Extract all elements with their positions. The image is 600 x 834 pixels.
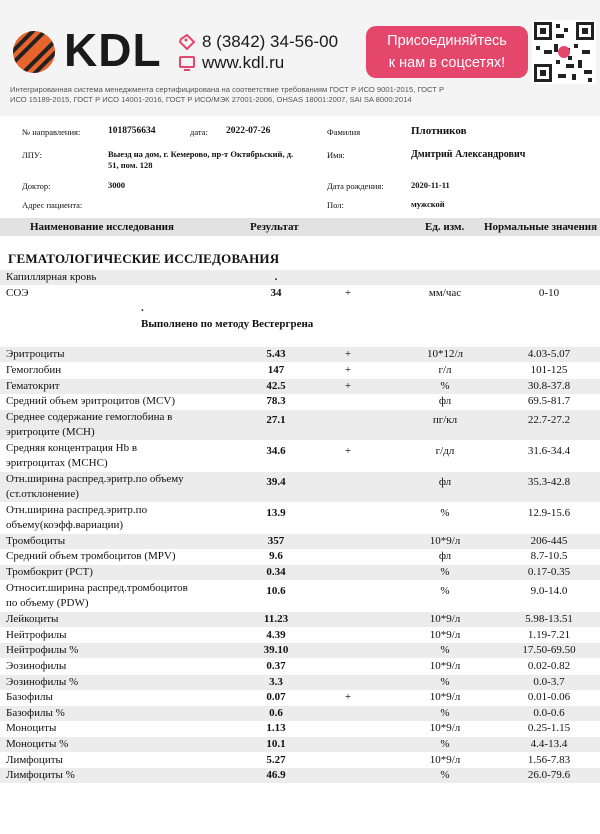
test-result: 10.1 xyxy=(266,738,286,750)
test-result: 34 xyxy=(270,287,282,299)
test-name: Средняя концентрация Hb в xyxy=(6,442,138,454)
table-row xyxy=(0,503,600,533)
table-row xyxy=(0,394,600,409)
test-norm: 9.0-14.0 xyxy=(530,585,568,597)
test-result: 3.3 xyxy=(269,676,283,688)
test-result: 4.39 xyxy=(266,629,286,641)
phone-tag-icon xyxy=(178,33,196,51)
date-label: дата: xyxy=(190,127,208,137)
qr-code-icon[interactable] xyxy=(532,20,596,84)
social-line-1: Присоединяйтесь xyxy=(387,33,507,49)
test-norm: 69.5-81.7 xyxy=(527,395,571,407)
test-unit: % xyxy=(440,644,450,656)
phone-number: 8 (3842) 34-56-00 xyxy=(202,32,339,51)
test-name-cont: эритроците (MCH) xyxy=(6,426,95,438)
monitor-icon xyxy=(178,54,196,72)
test-unit: % xyxy=(440,707,450,719)
test-unit: пг/кл xyxy=(432,414,458,426)
table-row xyxy=(0,565,600,580)
address-label: Адрес пациента: xyxy=(22,200,83,210)
test-norm: 0.02-0.82 xyxy=(527,660,571,672)
test-result: 11.23 xyxy=(263,613,289,625)
col-unit-header: Ед. изм. xyxy=(425,221,465,233)
test-unit: 10*9/л xyxy=(429,629,461,641)
test-unit: % xyxy=(440,676,450,688)
abnormal-flag: + xyxy=(344,380,352,392)
test-norm: 0.0-3.7 xyxy=(533,676,565,688)
table-row xyxy=(0,706,600,721)
table-row xyxy=(0,441,600,471)
table-row xyxy=(0,363,600,378)
table-row xyxy=(0,270,600,285)
test-result: 39.10 xyxy=(263,644,289,656)
test-norm: 26.0-79.6 xyxy=(527,769,571,781)
test-result: 5.27 xyxy=(266,754,286,766)
section-title: ГЕМАТОЛОГИЧЕСКИЕ ИССЛЕДОВАНИЯ xyxy=(8,251,280,266)
test-norm: 0.25-1.15 xyxy=(527,722,571,734)
sex-label: Пол: xyxy=(327,200,344,210)
test-unit: 10*9/л xyxy=(429,691,461,703)
name-value: Дмитрий Александрович xyxy=(411,149,526,160)
test-name: Лимфоциты xyxy=(6,754,63,766)
test-result: 9.6 xyxy=(269,550,283,562)
test-norm: 0.17-0.35 xyxy=(527,566,571,578)
test-name: Относит.ширина распред.тромбоцитов xyxy=(6,582,188,594)
table-row xyxy=(0,768,600,783)
results-table-header xyxy=(0,218,600,236)
order-value: 1018756634 xyxy=(108,126,156,136)
test-result: 42.5 xyxy=(266,380,286,392)
test-name: Тромбокрит (PCT) xyxy=(6,566,93,578)
website-contact[interactable] xyxy=(178,53,284,73)
table-row xyxy=(0,721,600,736)
test-result: 5.43 xyxy=(266,348,286,360)
test-name-cont: эритроцитах (MCHC) xyxy=(6,457,108,469)
test-result: 357 xyxy=(267,535,285,547)
col-name-header: Наименование исследования xyxy=(30,221,174,233)
test-result: 147 xyxy=(267,364,285,376)
surname-label: Фамилия xyxy=(327,127,361,137)
test-name: Нейтрофилы xyxy=(6,629,67,641)
test-norm: 4.03-5.07 xyxy=(527,348,571,360)
test-name: Базофилы % xyxy=(6,707,65,719)
test-norm: 1.56-7.83 xyxy=(527,754,571,766)
test-result: 0.6 xyxy=(269,707,283,719)
test-unit: % xyxy=(440,380,450,392)
date-value: 2022-07-26 xyxy=(226,126,271,136)
col-result-header: Результат xyxy=(250,221,299,233)
test-name-cont: (ст.отклонение) xyxy=(6,488,79,500)
table-row xyxy=(0,737,600,752)
test-name: Отн.ширина распред.эритр.по xyxy=(6,504,148,516)
test-name: Лейкоциты xyxy=(6,613,59,625)
lab-header xyxy=(0,0,600,116)
test-result: 13.9 xyxy=(266,507,286,519)
website-url: www.kdl.ru xyxy=(202,53,285,72)
kdl-logo-icon xyxy=(12,30,56,74)
test-result: 78.3 xyxy=(266,395,286,407)
test-unit: 10*9/л xyxy=(429,722,461,734)
sex-value: мужской xyxy=(411,199,445,209)
col-norm-header: Нормальные значения xyxy=(484,221,598,233)
abnormal-flag: + xyxy=(344,364,352,376)
test-name: Лимфоциты % xyxy=(6,769,75,781)
table-row xyxy=(0,690,600,705)
test-norm: 206-445 xyxy=(530,535,568,547)
test-unit: г/дл xyxy=(435,445,455,457)
test-unit: г/л xyxy=(438,364,452,376)
test-norm: 1.19-7.21 xyxy=(527,629,571,641)
test-name: Средний объем эритроцитов (MCV) xyxy=(6,395,176,407)
test-unit: % xyxy=(440,566,450,578)
test-result: 0.34 xyxy=(266,566,286,578)
table-row xyxy=(0,581,600,611)
test-norm: 22.7-27.2 xyxy=(527,414,571,426)
test-unit: 10*9/л xyxy=(429,535,461,547)
abnormal-flag: + xyxy=(344,691,352,703)
test-norm: 31.6-34.4 xyxy=(527,445,571,457)
test-unit: % xyxy=(440,507,450,519)
test-norm: 101-125 xyxy=(530,364,568,376)
test-unit: фл xyxy=(438,476,452,488)
lpu-label: ЛПУ: xyxy=(22,150,42,160)
esr-note-dot: . xyxy=(141,302,144,314)
test-norm: 0.0-0.6 xyxy=(533,707,565,719)
abnormal-flag: + xyxy=(344,287,352,299)
cert-line-1: Интегрированная система менеджмента сертифицирована на соответствие требованиям ГОСТ Р ИСО 9001-2015, ГОСТ Р xyxy=(10,85,445,94)
test-norm: 17.50-69.50 xyxy=(522,644,576,656)
test-norm: 0.01-0.06 xyxy=(527,691,571,703)
test-name: Эритроциты xyxy=(6,348,65,360)
test-name: Нейтрофилы % xyxy=(6,644,79,656)
test-norm: 0-10 xyxy=(538,287,560,299)
table-row xyxy=(0,472,600,502)
lpu-line-1: Выезд на дом, г. Кемерово, пр-т Октябрьский, д. xyxy=(108,149,294,159)
abnormal-flag: + xyxy=(344,348,352,360)
abnormal-flag: + xyxy=(344,445,352,457)
table-row xyxy=(0,549,600,564)
test-unit: 10*12/л xyxy=(426,348,464,360)
test-name: Моноциты % xyxy=(6,738,69,750)
test-name: Моноциты xyxy=(6,722,57,734)
table-row xyxy=(0,753,600,768)
phone-contact[interactable] xyxy=(178,32,338,52)
doctor-value: 3000 xyxy=(108,180,125,190)
test-unit: 10*9/л xyxy=(429,660,461,672)
test-name: Гемоглобин xyxy=(6,364,62,376)
social-line-2: к нам в соцсетях! xyxy=(388,55,506,71)
test-name-cont: объему(коэфф.вариации) xyxy=(6,519,124,531)
table-row xyxy=(0,643,600,658)
order-label: № направления: xyxy=(22,127,81,137)
test-name: Капиллярная кровь xyxy=(6,271,97,283)
table-row xyxy=(0,612,600,627)
esr-method-note: Выполнено по методу Вестергрена xyxy=(141,318,314,330)
doctor-label: Доктор: xyxy=(22,181,51,191)
cert-line-2: ИСО 15189-2015, ГОСТ Р ИСО 14001-2016, ГОСТ Р ИСО/МЭК 27001-2006, OHSAS 18001:2007, SAI SA 8000:2014 xyxy=(10,95,412,104)
table-row xyxy=(0,379,600,394)
test-unit: % xyxy=(440,585,450,597)
table-row xyxy=(0,628,600,643)
test-norm: 5.98-13.51 xyxy=(525,613,573,625)
test-name: Средний объем тромбоцитов (MPV) xyxy=(6,550,176,562)
table-row xyxy=(0,347,600,362)
test-name: Тромбоциты xyxy=(6,535,66,547)
birth-label: Дата рождения: xyxy=(327,181,384,191)
certification-note xyxy=(10,85,595,105)
lpu-line-2: 51, пом. 128 xyxy=(108,160,153,170)
test-name: Эозинофилы xyxy=(6,660,67,672)
test-result: 34.6 xyxy=(266,445,286,457)
surname-value: Плотников xyxy=(411,125,467,137)
test-name: Базофилы xyxy=(6,691,53,703)
table-row xyxy=(0,534,600,549)
test-name: Среднее содержание гемоглобина в xyxy=(6,411,173,423)
kdl-logo-text: KDL xyxy=(64,24,162,76)
name-label: Имя: xyxy=(327,150,345,160)
test-norm: 4.4-13.4 xyxy=(530,738,568,750)
table-row xyxy=(0,675,600,690)
social-banner[interactable] xyxy=(366,26,528,78)
test-name: Эозинофилы % xyxy=(6,676,79,688)
test-result: . xyxy=(274,271,278,283)
test-name-cont: по объему (PDW) xyxy=(6,597,89,609)
test-norm: 30.8-37.8 xyxy=(527,380,571,392)
birth-value: 2020-11-11 xyxy=(411,180,450,190)
test-result: 1.13 xyxy=(266,722,286,734)
test-norm: 8.7-10.5 xyxy=(530,550,568,562)
test-unit: мм/час xyxy=(428,287,462,299)
test-norm: 12.9-15.6 xyxy=(527,507,571,519)
test-name: Гематокрит xyxy=(6,380,60,392)
test-result: 27.1 xyxy=(266,414,286,426)
table-row xyxy=(0,659,600,674)
test-result: 10.6 xyxy=(266,585,286,597)
test-result: 0.37 xyxy=(266,660,286,672)
test-unit: 10*9/л xyxy=(429,754,461,766)
test-name: Отн.ширина распред.эритр.по объему xyxy=(6,473,184,485)
test-unit: 10*9/л xyxy=(429,613,461,625)
test-result: 39.4 xyxy=(266,476,286,488)
table-row xyxy=(0,410,600,440)
table-row xyxy=(0,286,600,301)
test-name: СОЭ xyxy=(6,287,29,299)
test-unit: фл xyxy=(438,550,452,562)
test-unit: % xyxy=(440,769,450,781)
test-norm: 35.3-42.8 xyxy=(527,476,571,488)
test-result: 46.9 xyxy=(266,769,286,781)
test-unit: фл xyxy=(438,395,452,407)
test-unit: % xyxy=(440,738,450,750)
test-result: 0.07 xyxy=(266,691,286,703)
